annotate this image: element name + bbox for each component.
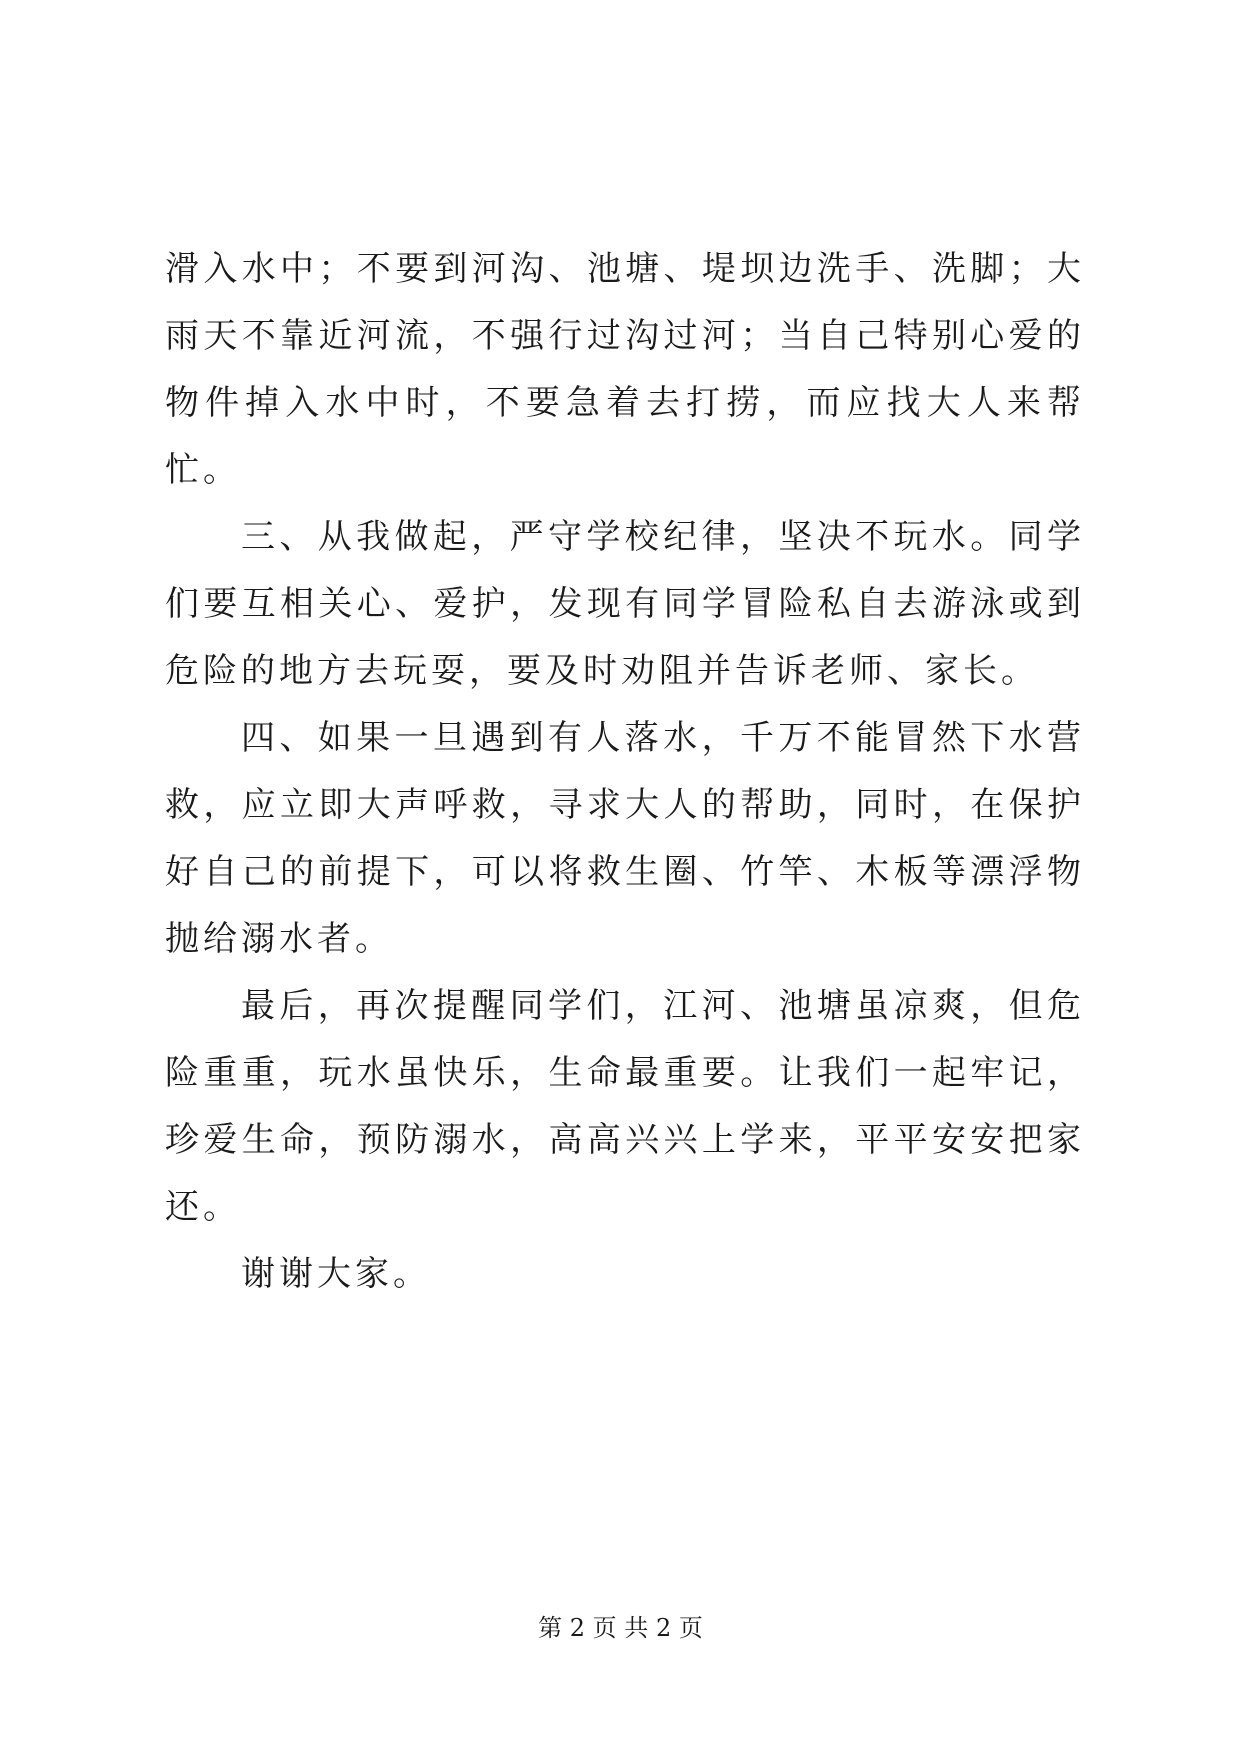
document-body bbox=[165, 236, 1085, 1308]
paragraph-continuation: 滑入水中；不要到河沟、池塘、堤坝边洗手、洗脚；大雨天不靠近河流，不强行过沟过河；当自己特别心爱的物件掉入水中时，不要急着去打捞，而应找大人来帮忙。 bbox=[165, 249, 1085, 490]
paragraph-thanks: 谢谢大家。 bbox=[241, 1254, 431, 1294]
paragraph-point-four: 四、如果一旦遇到有人落水，千万不能冒然下水营救，应立即大声呼救，寻求大人的帮助，同时，在保护好自己的前提下，可以将救生圈、竹竿、木板等漂浮物抛给溺水者。 bbox=[165, 718, 1085, 959]
page-number-footer: 第 2 页 共 2 页 bbox=[538, 1614, 703, 1642]
paragraph-point-three: 三、从我做起，严守学校纪律，坚决不玩水。同学们要互相关心、爱护，发现有同学冒险私自去游泳或到危险的地方去玩耍，要及时劝阻并告诉老师、家长。 bbox=[165, 517, 1085, 691]
paragraph-conclusion: 最后，再次提醒同学们，江河、池塘虽凉爽，但危险重重，玩水虽快乐，生命最重要。让我们一起牢记，珍爱生命，预防溺水，高高兴兴上学来，平平安安把家还。 bbox=[165, 986, 1085, 1227]
